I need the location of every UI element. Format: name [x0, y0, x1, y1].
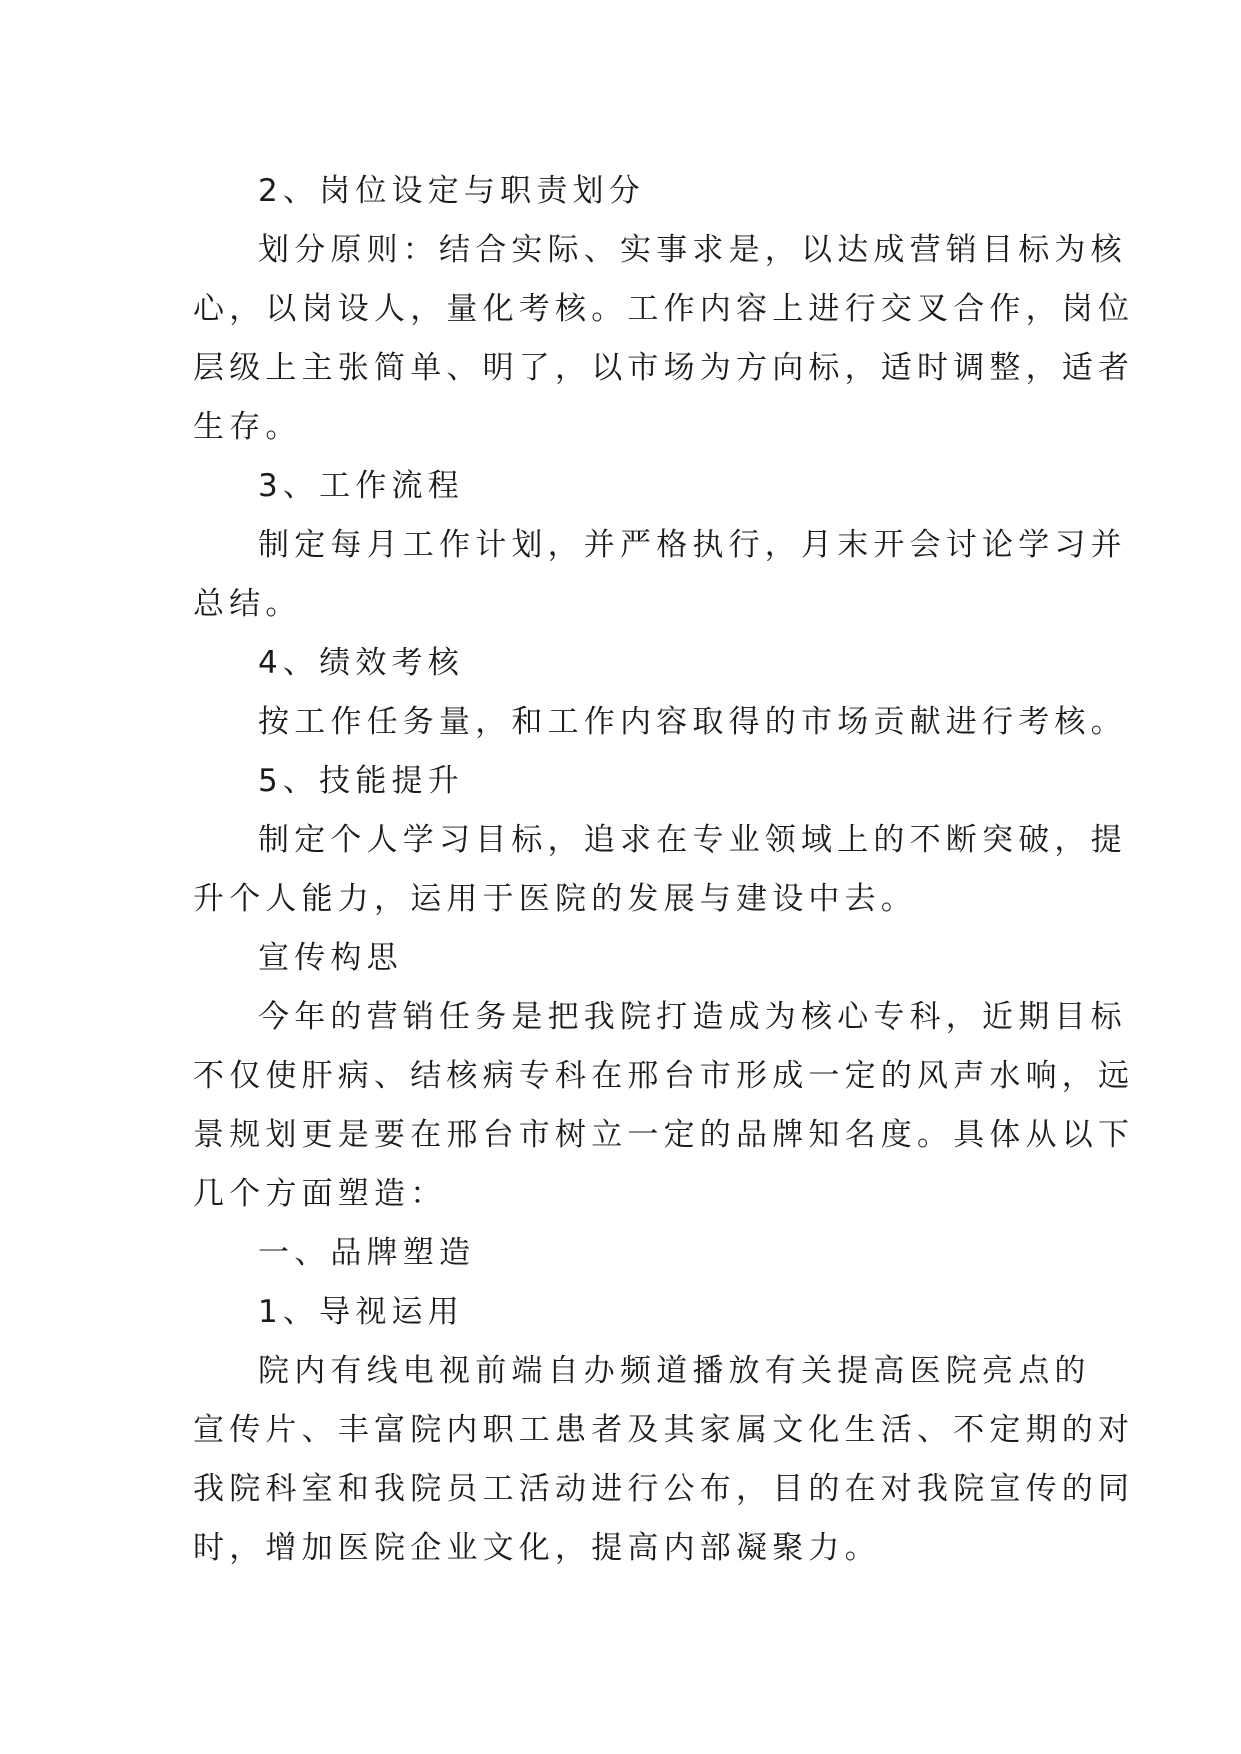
text-line: 升个人能力，运用于医院的发展与建设中去。 — [193, 881, 917, 917]
text-line: 生存。 — [193, 409, 302, 445]
text-line: 景规划更是要在邢台市树立一定的品牌知名度。具体从以下 — [193, 1117, 1135, 1153]
text-line: 制定每月工作计划，并严格执行，月末开会讨论学习并 — [258, 527, 1127, 563]
text-line: 层级上主张简单、明了，以市场为方向标，适时调整，适者 — [193, 350, 1135, 386]
text-line: 制定个人学习目标，追求在专业领域上的不断突破，提 — [258, 822, 1127, 858]
text-line: 按工作任务量，和工作内容取得的市场贡献进行考核。 — [258, 704, 1127, 740]
text-line: 2、岗位设定与职责划分 — [258, 173, 645, 209]
text-line: 不仅使肝病、结核病专科在邢台市形成一定的风声水响，远 — [193, 1058, 1135, 1094]
text-line: 几个方面塑造： — [193, 1176, 447, 1212]
text-line: 我院科室和我院员工活动进行公布，目的在对我院宣传的同 — [193, 1471, 1135, 1507]
text-line: 一、品牌塑造 — [258, 1235, 476, 1271]
text-line: 总结。 — [193, 586, 302, 622]
paragraph-signage — [193, 1342, 1135, 1578]
document-body — [193, 162, 1135, 1578]
section-heading-workflow — [193, 457, 1055, 516]
paragraph-promotion-concept — [193, 988, 1135, 1224]
section-heading-promotion-concept — [193, 929, 1055, 988]
text-line: 1、导视运用 — [258, 1294, 464, 1330]
section-heading-signage — [193, 1283, 1055, 1342]
text-line: 今年的营销任务是把我院打造成为核心专科，近期目标 — [258, 999, 1127, 1035]
text-line: 宣传片、丰富院内职工患者及其家属文化生活、不定期的对 — [193, 1412, 1135, 1448]
text-line: 院内有线电视前端自办频道播放有关提高医院亮点的 — [258, 1353, 1091, 1389]
paragraph-division-principle — [193, 221, 1135, 457]
paragraph-skills — [193, 811, 1127, 929]
text-line: 4、绩效考核 — [258, 645, 464, 681]
text-line: 时，增加医院企业文化，提高内部凝聚力。 — [193, 1530, 881, 1566]
text-line: 5、技能提升 — [258, 763, 464, 799]
text-line: 宣传构思 — [258, 940, 403, 976]
text-line: 心，以岗设人，量化考核。工作内容上进行交叉合作，岗位 — [193, 291, 1135, 327]
text-line: 3、工作流程 — [258, 468, 464, 504]
paragraph-performance — [193, 693, 1127, 752]
section-heading-performance — [193, 634, 1055, 693]
section-heading-skills — [193, 752, 1055, 811]
section-heading-job-setup — [193, 162, 1055, 221]
text-line: 划分原则：结合实际、实事求是，以达成营销目标为核 — [258, 232, 1127, 268]
section-heading-brand-building — [193, 1224, 1055, 1283]
paragraph-workflow — [193, 516, 1127, 634]
